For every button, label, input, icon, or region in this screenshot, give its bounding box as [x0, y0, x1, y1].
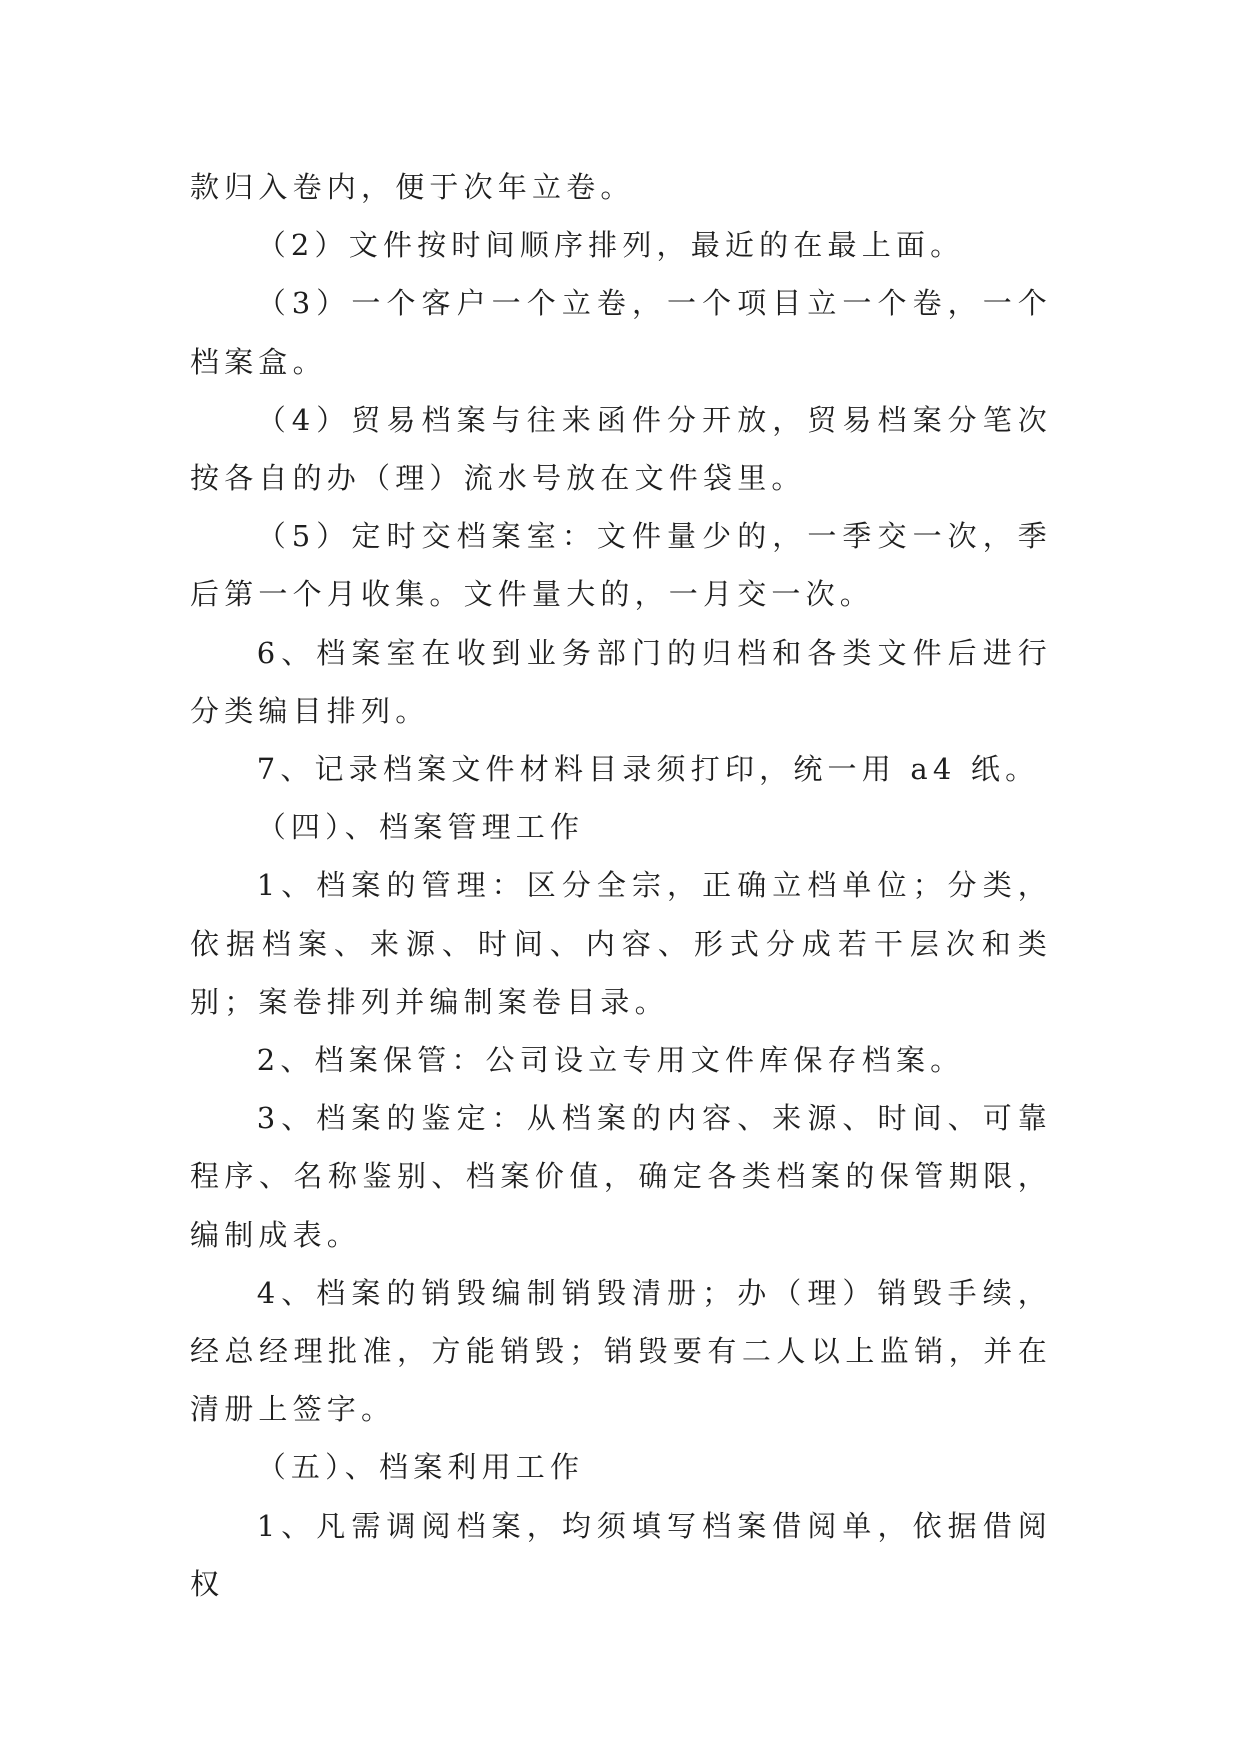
paragraph-usage-1: 1、凡需调阅档案，均须填写档案借阅单，依据借阅权 — [190, 1508, 1052, 1601]
paragraph-item-7: 7、记录档案文件材料目录须打印，统一用 a4 纸。 — [256, 752, 1040, 787]
paragraph-item-4: （4）贸易档案与往来函件分开放，贸易档案分笔次按各自的办（理）流水号放在文件袋里。 — [190, 402, 1052, 496]
paragraph-continuation: 款归入卷内，便于次年立卷。 — [190, 170, 635, 204]
paragraph-item-3: （3）一个客户一个立卷，一个项目立一个卷，一个档案盒。 — [190, 286, 1052, 379]
document-body — [190, 158, 1052, 1613]
section-heading-5: （五）、档案利用工作 — [256, 1450, 585, 1485]
paragraph-item-5: （5）定时交档案室：文件量少的，一季交一次，季后第一个月收集。文件量大的，一月交一次。 — [190, 519, 1052, 612]
section-heading-4: （四）、档案管理工作 — [256, 810, 585, 845]
paragraph-management-4: 4、档案的销毁编制销毁清册；办（理）销毁手续，经总经理批准，方能销毁；销毁要有二人以上监销，并在清册上签字。 — [190, 1275, 1052, 1427]
paragraph-item-2: （2）文件按时间顺序排列，最近的在最上面。 — [256, 228, 965, 263]
paragraph-item-6: 6、档案室在收到业务部门的归档和各类文件后进行分类编目排列。 — [190, 635, 1052, 728]
paragraph-management-3: 3、档案的鉴定：从档案的内容、来源、时间、可靠程序、名称鉴别、档案价值，确定各类档案的保管期限，编制成表。 — [190, 1101, 1052, 1252]
paragraph-management-1: 1、档案的管理：区分全宗，正确立档单位；分类，依据档案、来源、时间、内容、形式分成若干层次和类别；案卷排列并编制案卷目录。 — [190, 868, 1052, 1019]
paragraph-management-2: 2、档案保管：公司设立专用文件库保存档案。 — [256, 1043, 965, 1078]
